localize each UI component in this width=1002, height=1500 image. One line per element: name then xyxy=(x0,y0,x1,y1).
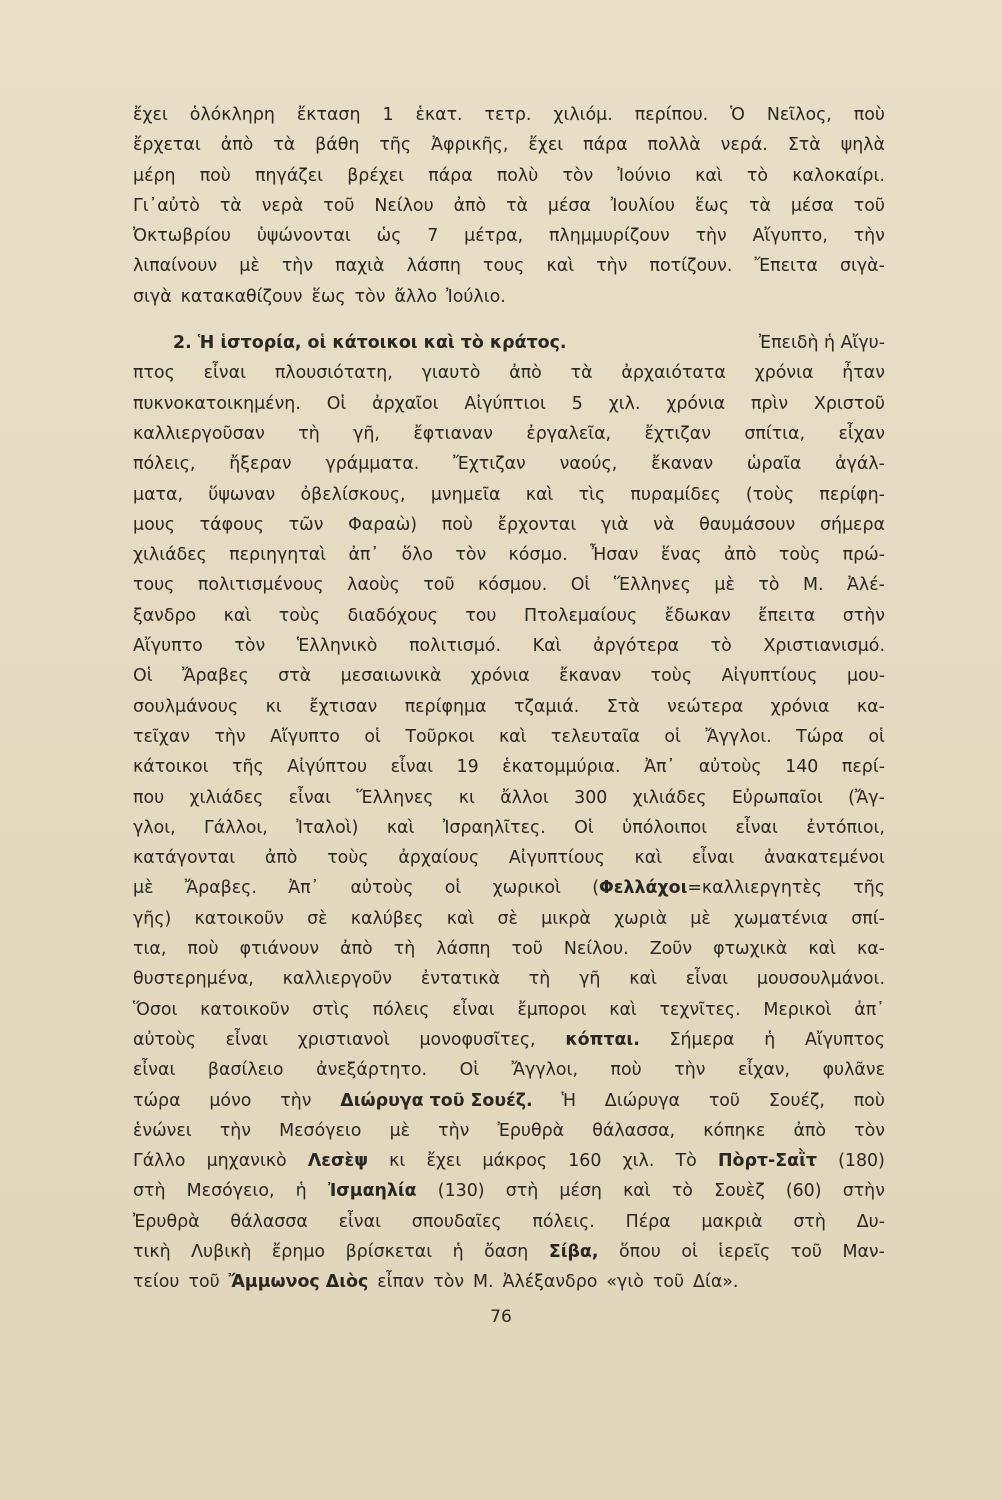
text-line: μὲ Ἄραβες. Ἀπ᾿ αὐτοὺς οἱ χωρικοὶ (Φελλάχοι=καλλιεργητὲς τῆς xyxy=(133,878,885,899)
text-line: στὴ Μεσόγειο, ἡ Ἰσμαηλία (130) στὴ μέση καὶ τὸ Σουὲζ (60) στὴν xyxy=(133,1181,885,1202)
text-line: ξανδρο καὶ τοὺς διαδόχους του Πτολεμαίους ἔδωκαν ἔπειτα στὴν xyxy=(133,605,885,626)
text-line: λιπαίνουν μὲ τὴν παχιὰ λάσπη τους καὶ τὴν ποτίζουν. Ἔπειτα σιγὰ- xyxy=(133,256,885,277)
text-line: τους πολιτισμένους λαοὺς τοῦ κόσμου. Οἱ Ἕλληνες μὲ τὸ Μ. Ἀλέ- xyxy=(133,575,885,596)
text-line: ματα, ὕψωναν ὀβελίσκους, μνημεῖα καὶ τὶς πυραμίδες (τοὺς περίφη- xyxy=(133,484,885,505)
text-line: μους τάφους τῶν Φαραὼ) ποὺ ἔρχονται γιὰ νὰ θαυμάσουν σήμερα xyxy=(133,514,885,535)
text-line: καλλιεργοῦσαν τὴ γῆ, ἔφτιαναν ἐργαλεῖα, ἔχτιζαν σπίτια, εἶχαν xyxy=(133,423,885,444)
text-line: ἔρχεται ἀπὸ τὰ βάθη τῆς Ἀφρικῆς, ἔχει πάρα πολλὰ νερά. Στὰ ψηλὰ xyxy=(133,135,885,156)
text-line: Οἱ Ἄραβες στὰ μεσαιωνικὰ χρόνια ἔκαναν τοὺς Αἰγυπτίους μου- xyxy=(133,666,885,687)
text-line: πτος εἶναι πλουσιότατη, γιαυτὸ ἀπὸ τὰ ἀρχαιότατα χρόνια ἦταν xyxy=(133,363,885,384)
text-line: Ὅσοι κατοικοῦν στὶς πόλεις εἶναι ἔμποροι καὶ τεχνῖτες. Μερικοὶ ἀπ᾿ xyxy=(133,999,885,1020)
text-line: τεῖχαν τὴν Αἴγυπτο οἱ Τοῦρκοι καὶ τελευταῖα οἱ Ἄγγλοι. Τώρα οἱ xyxy=(133,726,885,747)
text-line: ἑνώνει τὴν Μεσόγειο μὲ τὴν Ἐρυθρὰ θάλασσα, κόπηκε ἀπὸ τὸν xyxy=(133,1120,885,1141)
text-line: Ἐρυθρὰ θάλασσα εἶναι σπουδαῖες πόλεις. Πέρα μακριὰ στὴ Δυ- xyxy=(133,1211,885,1232)
text-line: εἶναι βασίλειο ἀνεξάρτητο. Οἱ Ἄγγλοι, ποὺ τὴν εἶχαν, φυλᾶνε xyxy=(133,1060,885,1081)
section-heading-line-rest: Ἐπειδὴ ἡ Αἴγυ- xyxy=(758,333,885,354)
text-line: γῆς) κατοικοῦν σὲ καλύβες καὶ σὲ μικρὰ χωριὰ μὲ χωματένια σπί- xyxy=(133,908,885,929)
text-line: θυστερημένα, καλλιεργοῦν ἐντατικὰ τὴ γῆ καὶ εἶναι μουσουλμάνοι. xyxy=(133,969,885,990)
text-line: κάτοικοι τῆς Αἰγύπτου εἶναι 19 ἑκατομμύρια. Ἀπ᾿ αὐτοὺς 140 περί- xyxy=(133,757,885,778)
text-line: ἔχει ὁλόκληρη ἔκταση 1 ἑκατ. τετρ. χιλιόμ. περίπου. Ὁ Νεῖλος, ποὺ xyxy=(133,105,885,125)
text-line: μέρη ποὺ πηγάζει βρέχει πάρα πολὺ τὸν Ἰούνιο καὶ τὸ καλοκαίρι. xyxy=(133,165,885,186)
page-number: 76 xyxy=(490,1307,512,1327)
text-line: πόλεις, ἤξεραν γράμματα. Ἔχτιζαν ναούς, ἔκαναν ὡραῖα ἀγάλ- xyxy=(133,454,885,475)
text-line: σουλμάνους κι ἔχτισαν περίφημα τζαμιά. Στὰ νεώτερα χρόνια κα- xyxy=(133,696,885,717)
text-line: κατάγονται ἀπὸ τοὺς ἀρχαίους Αἰγυπτίους καὶ εἶναι ἀνακατεμένοι xyxy=(133,848,885,869)
text-line: τώρα μόνο τὴν Διώρυγα τοῦ Σουέζ. Ἡ Διώρυγα τοῦ Σουέζ, ποὺ xyxy=(133,1090,885,1111)
text-line: που χιλιάδες εἶναι Ἕλληνες κι ἄλλοι 300 χιλιάδες Εὐρωπαῖοι (Ἄγ- xyxy=(133,787,885,808)
text-line: Γι᾿αὐτὸ τὰ νερὰ τοῦ Νείλου ἀπὸ τὰ μέσα Ἰουλίου ἕως τὰ μέσα τοῦ xyxy=(133,195,885,216)
body-text xyxy=(133,100,885,1298)
text-line: αὐτοὺς εἶναι χριστιανοὶ μονοφυσῖτες, κόπται. Σήμερα ἡ Αἴγυπτος xyxy=(133,1029,885,1050)
paragraph-gap xyxy=(133,312,885,328)
text-line: τικὴ Λυβικὴ ἔρημο βρίσκεται ἡ ὄαση Σίβα, ὅπου οἱ ἱερεῖς τοῦ Μαν- xyxy=(133,1241,885,1262)
section-heading-line xyxy=(133,328,885,358)
paragraph-nile xyxy=(133,100,885,312)
paragraph-history xyxy=(133,358,885,1297)
text-line: τια, ποὺ φτιάνουν ἀπὸ τὴ λάσπη τοῦ Νείλου. Ζοῦν φτωχικὰ καὶ κα- xyxy=(133,939,885,960)
text-line: γλοι, Γάλλοι, Ἰταλοὶ) καὶ Ἰσραηλῖτες. Οἱ ὑπόλοιποι εἶναι ἐντόπιοι, xyxy=(133,817,885,838)
section-heading: 2. Ἡ ἱστορία, οἱ κάτοικοι καὶ τὸ κράτος. xyxy=(173,333,567,354)
text-line: πυκνοκατοικημένη. Οἱ ἀρχαῖοι Αἰγύπτιοι 5 χιλ. χρόνια πρὶν Χριστοῦ xyxy=(133,393,885,414)
text-line: Ὀκτωβρίου ὑψώνονται ὡς 7 μέτρα, πλημμυρίζουν τὴν Αἴγυπτο, τὴν xyxy=(133,226,885,247)
text-line: χιλιάδες περιηγηταὶ ἀπ᾿ ὅλο τὸν κόσμο. Ἦσαν ἕνας ἀπὸ τοὺς πρώ- xyxy=(133,545,885,566)
text-line: Γάλλο μηχανικὸ Λεσὲψ κι ἔχει μάκρος 160 χιλ. Τὸ Πὸρτ-Σαῒτ (180) xyxy=(133,1151,885,1172)
text-line: τείου τοῦ Ἄμμωνος Διὸς εἶπαν τὸν Μ. Ἀλέξανδρο «γιὸ τοῦ Δία». xyxy=(133,1272,739,1293)
text-line: Αἴγυπτο τὸν Ἑλληνικὸ πολιτισμό. Καὶ ἀργότερα τὸ Χριστιανισμό. xyxy=(133,636,885,657)
text-line: σιγὰ κατακαθίζουν ἕως τὸν ἄλλο Ἰούλιο. xyxy=(133,286,506,307)
